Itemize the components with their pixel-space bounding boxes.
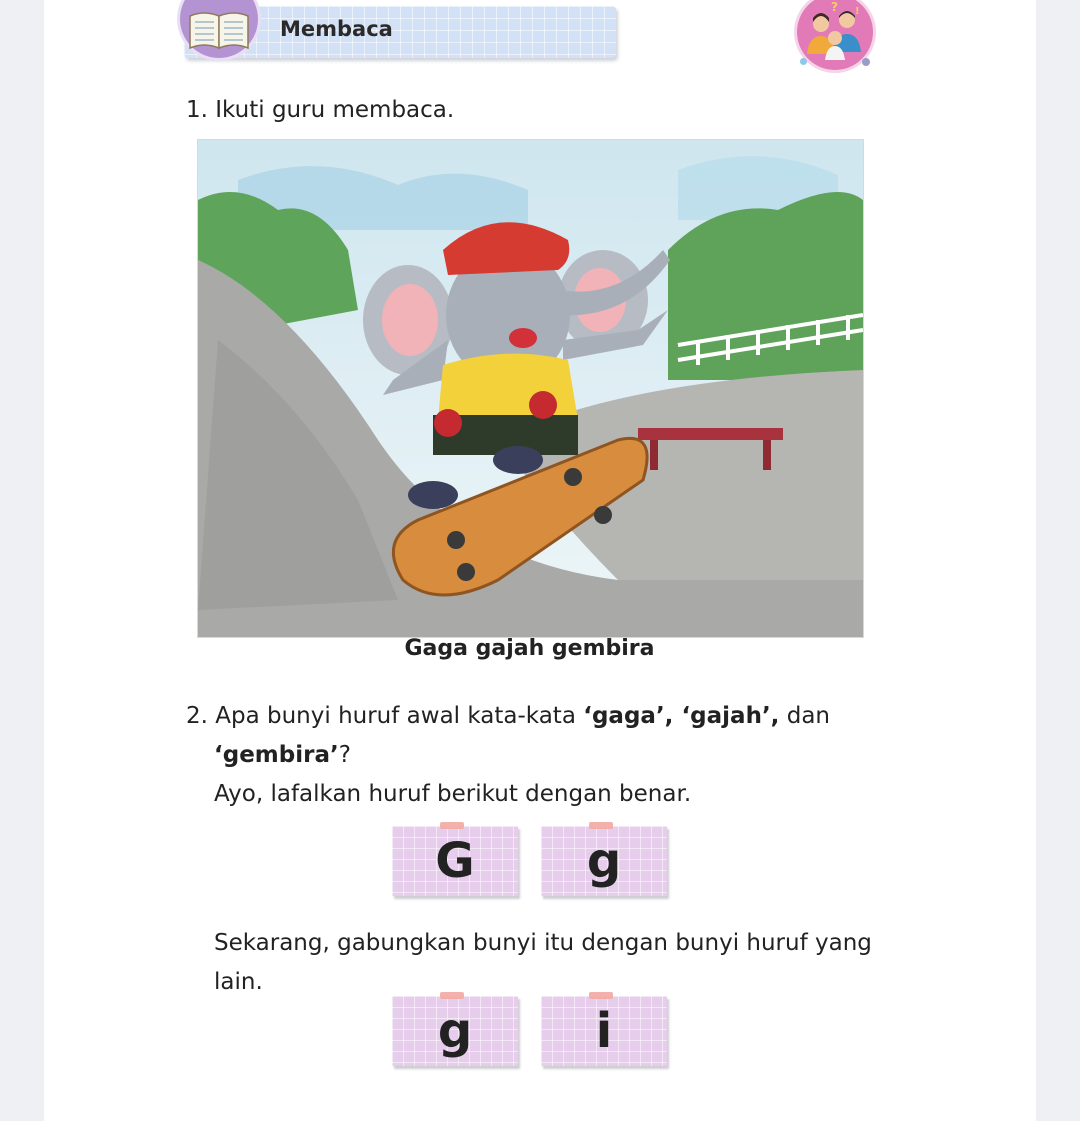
question-2-line-2	[214, 741, 351, 769]
elephant-skateboard-illustration	[197, 139, 864, 638]
letter-card-text: g	[437, 1003, 473, 1059]
keyword-gembira: ‘gembira’	[214, 742, 339, 768]
combine-instruction-line-1: Sekarang, gabungkan bunyi itu dengan bunyi huruf yang	[214, 930, 872, 956]
svg-text:!: !	[855, 6, 860, 17]
section-title: Membaca	[280, 17, 393, 41]
letter-card	[392, 996, 518, 1066]
question-text: Ikuti guru membaca.	[215, 97, 455, 123]
question-1	[186, 96, 454, 124]
discussion-people-icon	[803, 0, 867, 62]
letter-card	[541, 996, 667, 1066]
question-2-instruction: Ayo, lafalkan huruf berikut dengan benar.	[214, 781, 692, 807]
keyword-gaga: ‘gaga’,	[583, 703, 682, 729]
decor-dot	[862, 58, 870, 66]
svg-text:?: ?	[831, 0, 838, 14]
open-book-icon	[186, 10, 252, 50]
letter-card-text: G	[435, 833, 475, 889]
question-2-line-1	[186, 702, 830, 730]
question-text: Apa bunyi huruf awal kata-kata	[215, 703, 584, 729]
question-number: 2.	[186, 703, 208, 729]
letter-card-text: g	[586, 833, 622, 889]
letter-card	[392, 826, 518, 896]
letter-card	[541, 826, 667, 896]
decor-dot	[800, 58, 807, 65]
question-text: dan	[779, 703, 831, 729]
keyword-gajah: ‘gajah’,	[681, 703, 780, 729]
question-number: 1.	[186, 97, 208, 123]
combine-instruction-line-2: lain.	[214, 969, 263, 995]
illustration-caption: Gaga gajah gembira	[404, 636, 655, 661]
letter-card-text: i	[595, 1003, 613, 1059]
question-text: ?	[338, 742, 351, 768]
